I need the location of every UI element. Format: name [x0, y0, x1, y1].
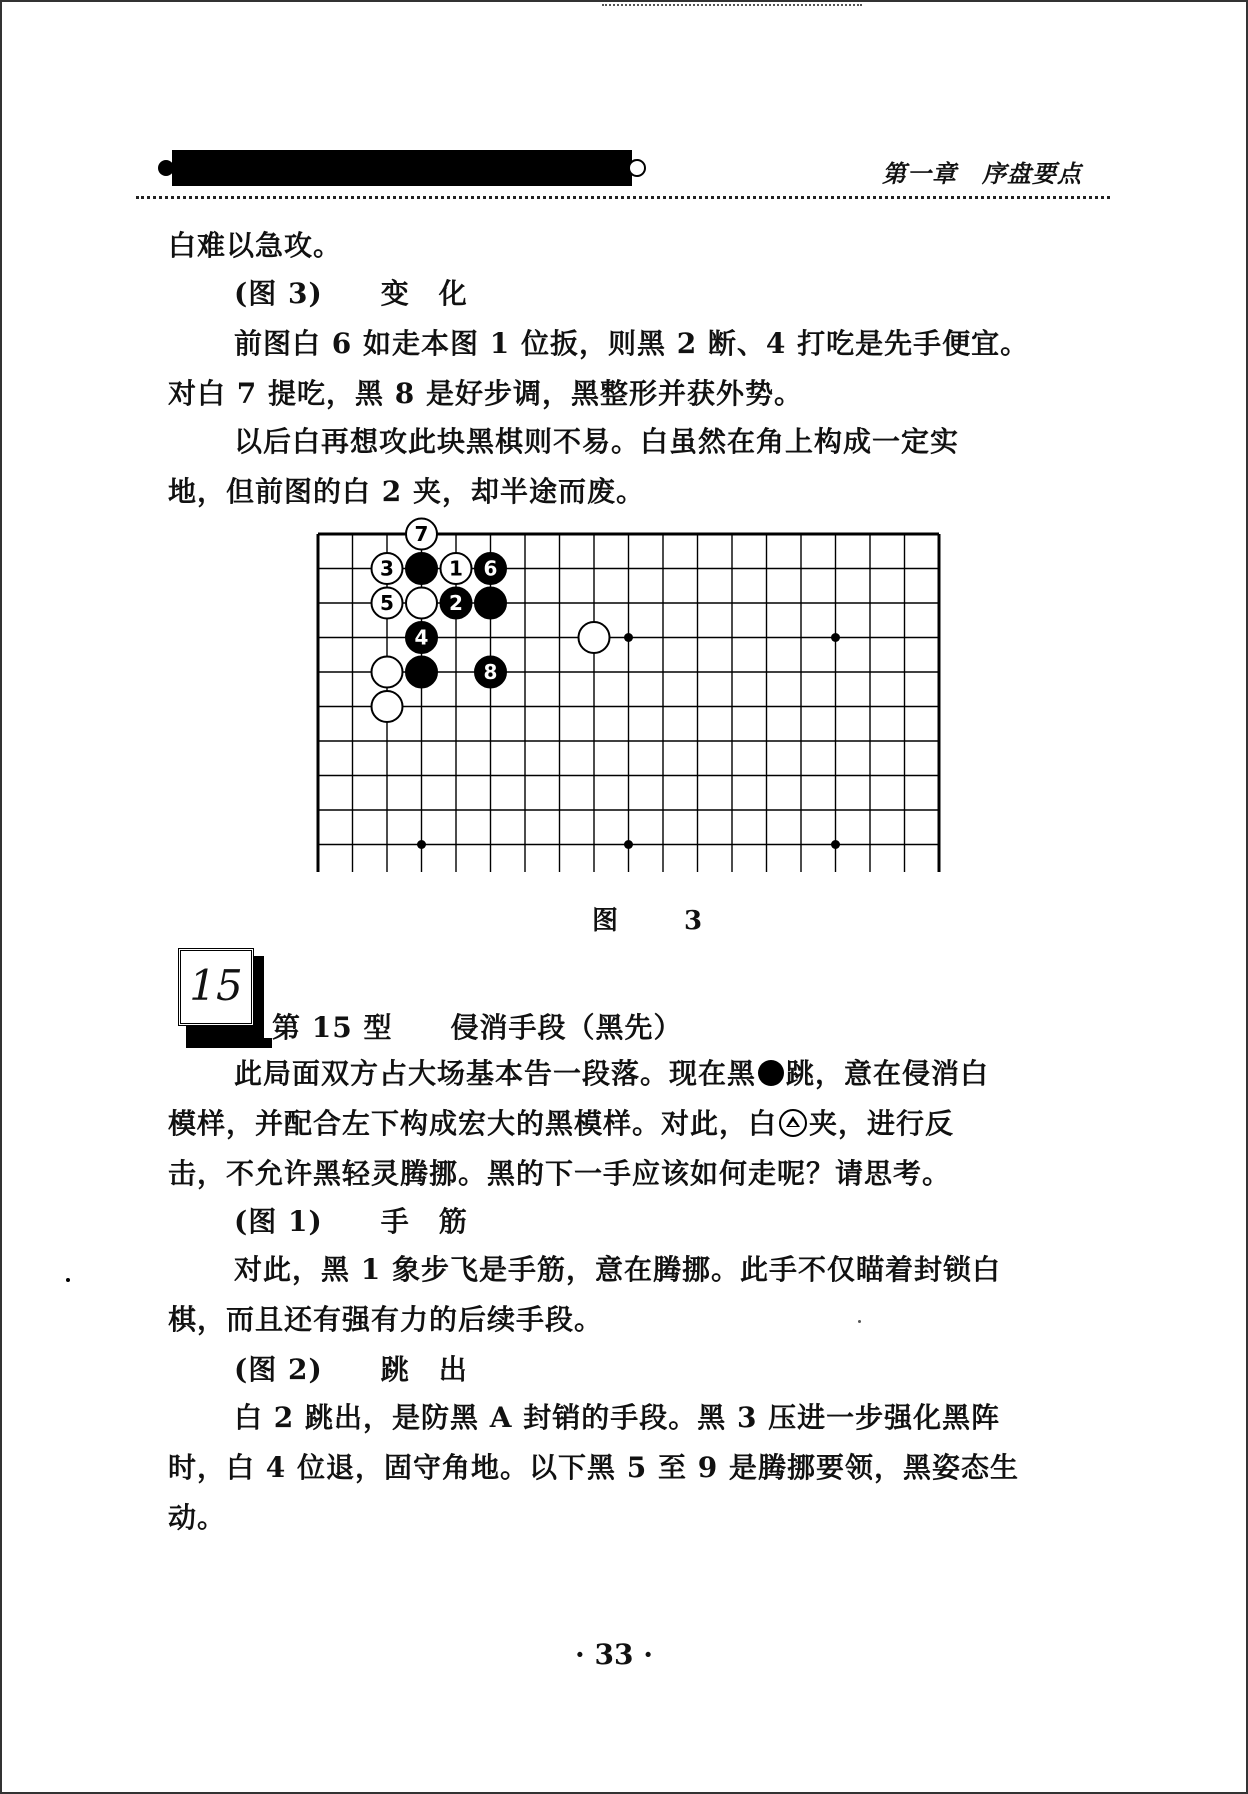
text-span: 跳，意在侵消白 [786, 1057, 990, 1090]
header-white-dot [628, 159, 646, 177]
text-line: 以后白再想攻此块黑棋则不易。白虽然在角上构成一定实 [234, 425, 960, 458]
section-title: 第 15 型 侵消手段（黑先） [272, 1011, 683, 1044]
header-rule [136, 196, 1110, 199]
white-stone [579, 622, 610, 653]
star-point [624, 840, 633, 849]
stone-move-number: 2 [449, 591, 463, 615]
text-line: 白 2 跳出，是防黑 A 封销的手段。黑 3 压进一步强化黑阵 [234, 1401, 1001, 1434]
fig3-heading: (图 3) 变 化 [234, 277, 468, 310]
star-point [417, 840, 426, 849]
header-black-bar [172, 150, 632, 186]
text-line: 棋，而且还有强有力的后续手段。 [168, 1303, 604, 1336]
text-line: 对此，黑 1 象步飞是手筋，意在腾挪。此手不仅瞄着封锁白 [234, 1253, 1001, 1286]
text-line: 对白 7 提吃，黑 8 是好步调，黑整形并获外势。 [168, 377, 803, 410]
stone-move-number: 5 [380, 591, 394, 615]
figure-caption: 图 3 [592, 906, 723, 936]
black-stone [406, 657, 437, 688]
speck [66, 1278, 70, 1282]
stone-move-number: 6 [483, 556, 498, 581]
text-span: 模样，并配合左下构成宏大的黑模样。对此，白 [168, 1107, 778, 1140]
fig1-heading: (图 1) 手 筋 [234, 1205, 468, 1238]
top-edge-dots [602, 4, 862, 10]
black-stone [406, 553, 437, 584]
badge-number: 15 [178, 948, 254, 1026]
text-line [234, 1052, 989, 1092]
text-line: 动。 [168, 1501, 227, 1534]
page-number: · 33 · [575, 1638, 653, 1671]
stone-move-number: 8 [483, 660, 498, 684]
chapter-title: 第一章 序盘要点 [882, 159, 1082, 188]
star-point [831, 633, 840, 642]
text-line [168, 1102, 954, 1142]
text-span: 此局面双方占大场基本告一段落。现在黑 [234, 1057, 757, 1090]
running-header [158, 148, 1082, 188]
fig2-heading: (图 2) 跳 出 [234, 1353, 468, 1386]
triangle-marked-white-stone-icon [779, 1109, 807, 1137]
text-line: 地，但前图的白 2 夹，却半途而废。 [168, 475, 645, 508]
badge-underline [186, 1038, 272, 1048]
go-diagram [302, 512, 962, 872]
type-number-badge [178, 948, 256, 1028]
stone-move-number: 1 [449, 556, 463, 581]
stone-move-number: 4 [414, 625, 429, 650]
star-point [831, 840, 840, 849]
white-stone [372, 691, 403, 722]
text-span: 夹，进行反 [809, 1107, 955, 1140]
black-stone-icon [758, 1060, 784, 1086]
text-line: 击，不允许黑轻灵腾挪。黑的下一手应该如何走呢？请思考。 [168, 1157, 952, 1190]
speck [858, 1320, 861, 1323]
go-board-svg [302, 512, 962, 872]
text-line: 白难以急攻。 [168, 229, 343, 262]
stone-move-number: 7 [414, 522, 429, 546]
board-grid [318, 534, 939, 872]
black-stone [475, 588, 506, 619]
star-point [624, 633, 633, 642]
white-stone [372, 657, 403, 688]
text-line: 前图白 6 如走本图 1 位扳，则黑 2 断、4 打吃是先手便宜。 [234, 327, 1030, 360]
text-line: 时，白 4 位退，固守角地。以下黑 5 至 9 是腾挪要领，黑姿态生 [168, 1451, 1019, 1484]
stone-move-number: 3 [380, 556, 394, 581]
white-stone [406, 588, 437, 619]
